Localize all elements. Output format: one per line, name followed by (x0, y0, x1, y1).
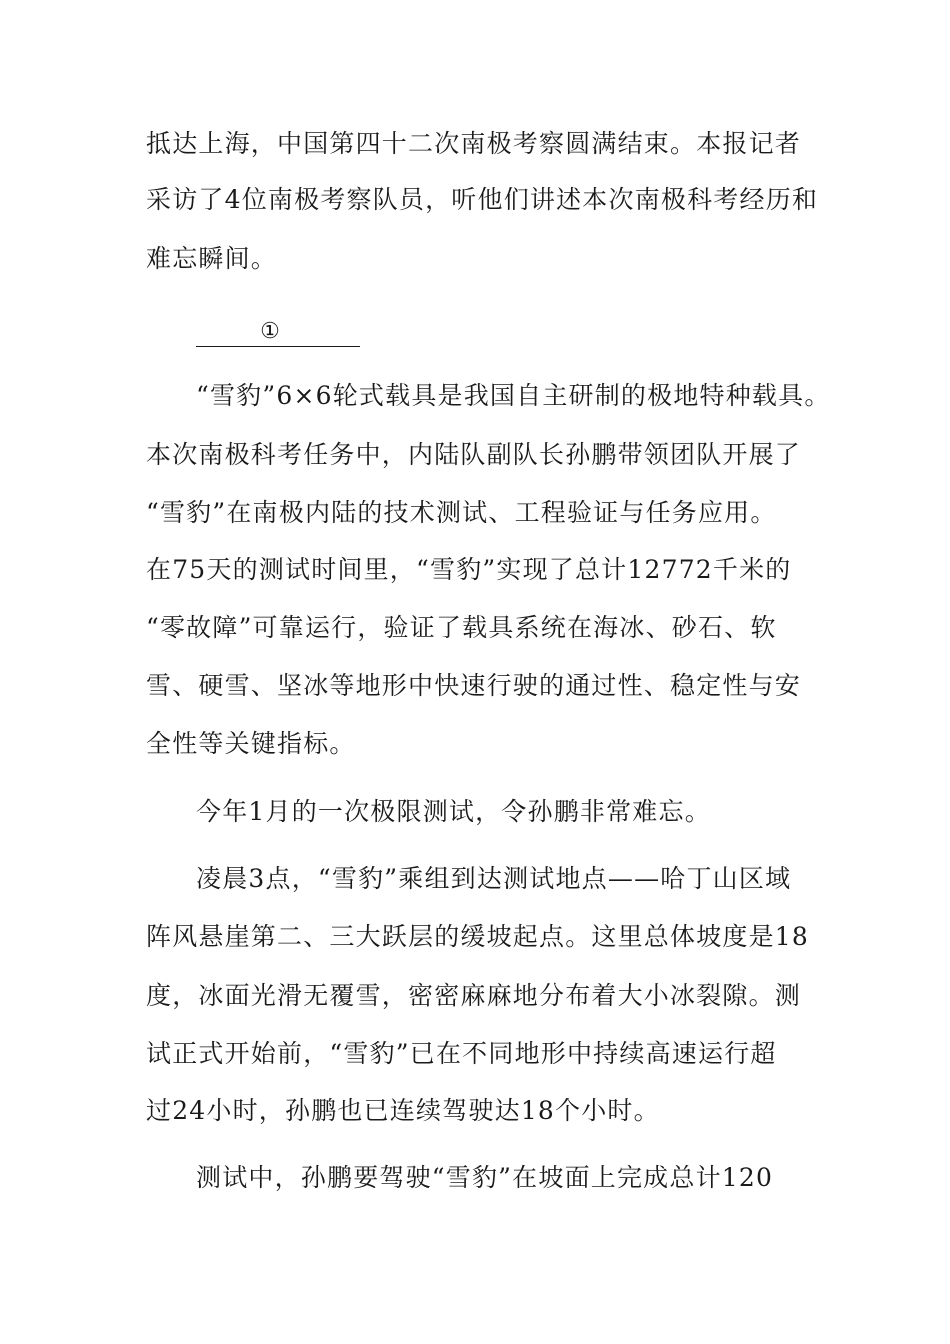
text-line: 在75天的测试时间里，“雪豹”实现了总计12772千米的 (146, 555, 792, 584)
text-line: 雪、硬雪、坚冰等地形中快速行驶的通过性、稳定性与安 (146, 671, 802, 700)
fill-in-blank-line (196, 320, 360, 347)
text-line: 阵风悬崖第二、三大跃层的缓坡起点。这里总体坡度是18 (146, 922, 810, 951)
text-line: 测试中，孙鹏要驾驶“雪豹”在坡面上完成总计120 (196, 1163, 774, 1192)
text-line: 难忘瞬间。 (146, 244, 278, 273)
text-line: 过24小时，孙鹏也已连续驾驶达18个小时。 (146, 1096, 660, 1125)
text-line: 抵达上海，中国第四十二次南极考察圆满结束。本报记者 (146, 129, 802, 158)
blank-marker: ① (260, 319, 280, 344)
text-line: “零故障”可靠运行，验证了载具系统在海冰、砂石、软 (146, 613, 777, 642)
text-line: 度，冰面光滑无覆雪，密密麻麻地分布着大小冰裂隙。测 (146, 981, 802, 1010)
text-line: “雪豹”在南极内陆的技术测试、工程验证与任务应用。 (146, 498, 777, 527)
text-line: 本次南极科考任务中，内陆队副队长孙鹏带领团队开展了 (146, 440, 802, 469)
text-line: “雪豹”6×6轮式载具是我国自主研制的极地特种载具。 (196, 381, 831, 410)
text-line: 全性等关键指标。 (146, 729, 356, 758)
text-line: 凌晨3点，“雪豹”乘组到达测试地点——哈丁山区域 (196, 864, 792, 893)
text-line: 今年1月的一次极限测试，令孙鹏非常难忘。 (196, 797, 711, 826)
text-line: 试正式开始前，“雪豹”已在不同地形中持续高速运行超 (146, 1039, 777, 1068)
text-line: 采访了4位南极考察队员，听他们讲述本次南极科考经历和 (146, 185, 819, 214)
